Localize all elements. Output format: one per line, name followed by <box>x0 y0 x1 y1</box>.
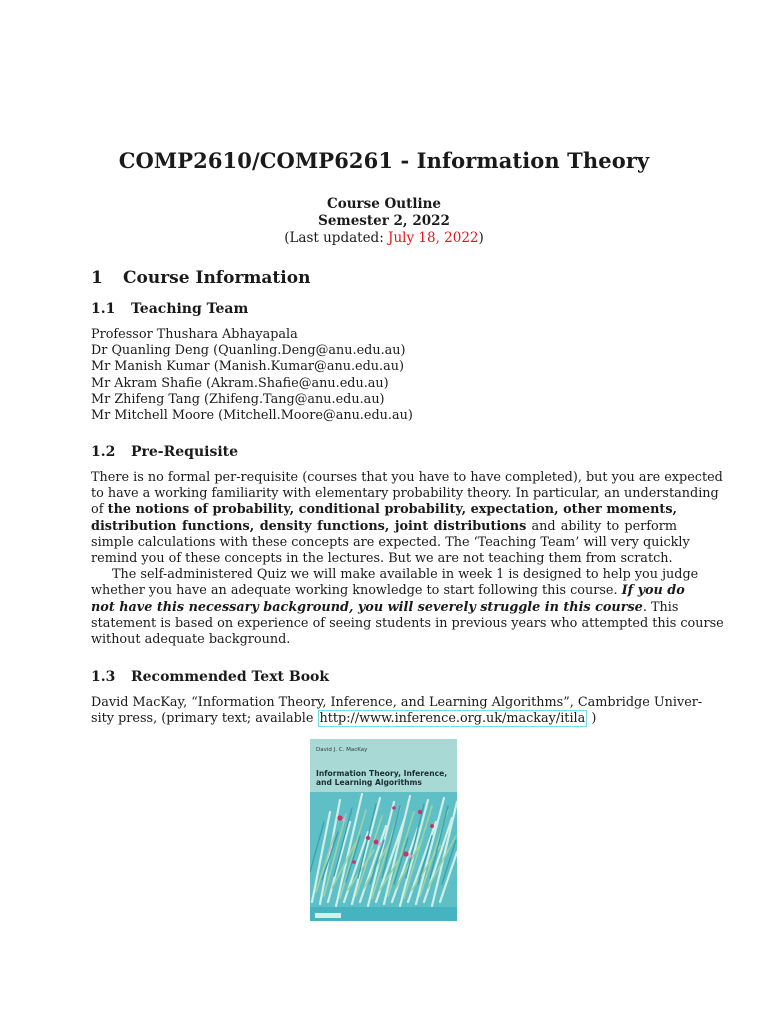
paragraph-line: David MacKay, “Information Theory, Inference, and Learning Algorithms”, Cambridge Univer- <box>91 695 703 710</box>
paragraph-line: to have a working familiarity with elementary probability theory. In particular, an understanding <box>91 486 719 502</box>
itila-link[interactable]: http://www.inference.org.uk/mackay/itila <box>319 711 586 727</box>
bold-text: distribution functions, density functions, joint distributions <box>91 518 527 534</box>
subsection-title: Pre-Requisite <box>131 444 239 460</box>
paragraph-line <box>91 600 677 616</box>
subsection-number: 1.2 <box>91 444 116 460</box>
subsection-title: Teaching Team <box>131 301 249 317</box>
cover-artwork <box>310 792 457 907</box>
team-member: Mr Manish Kumar (Manish.Kumar@anu.edu.au) <box>91 359 404 375</box>
text-run: of <box>91 502 108 518</box>
teaching-team-list <box>91 327 413 424</box>
text-run: ) <box>587 711 597 727</box>
last-updated-date: July 18, 2022 <box>388 230 479 246</box>
paragraph-line: The self-administered Quiz we will make available in week 1 is designed to help you judge <box>112 567 699 583</box>
last-updated-prefix: (Last updated: <box>284 230 389 246</box>
subsection-heading-pre-requisite <box>91 444 238 460</box>
course-outline-label: Course Outline <box>326 196 442 212</box>
page-title: COMP2610/COMP6261 - Information Theory <box>118 148 650 173</box>
paragraph-line: statement is based on experience of seeing students in previous years who attempted this course <box>91 615 724 631</box>
paragraph-line: There is no formal per-requisite (courses that you have to have completed), but you are expected <box>91 470 723 485</box>
team-member: Dr Quanling Deng (Quanling.Deng@anu.edu.au) <box>91 343 406 359</box>
cover-title <box>316 769 454 788</box>
paragraph-line <box>91 502 677 518</box>
emphasis-text: If you do <box>621 583 685 599</box>
last-updated-suffix: ) <box>478 230 484 246</box>
paragraph-line: remind you of these concepts in the lectures. But we are not teaching them from scratch. <box>91 551 673 567</box>
subsection-number: 1.3 <box>91 669 116 685</box>
last-updated <box>0 230 768 246</box>
team-member: Professor Thushara Abhayapala <box>91 327 298 342</box>
paragraph-line: without adequate background. <box>91 632 291 648</box>
team-member: Mr Zhifeng Tang (Zhifeng.Tang@anu.edu.au) <box>91 391 385 407</box>
book-cover-image <box>310 739 457 921</box>
text-run: . This <box>642 599 679 615</box>
subsection-title: Recommended Text Book <box>131 669 330 685</box>
subsection-number: 1.1 <box>91 301 116 317</box>
paragraph-line <box>91 583 685 599</box>
section-heading-course-information <box>91 268 310 288</box>
bold-text: the notions of probability, conditional probability, expectation, other moments, <box>107 502 677 518</box>
text-run: sity press, (primary text; available <box>91 711 318 727</box>
emphasis-text: not have this necessary background, you will severely struggle in this course <box>91 599 643 615</box>
cover-title-line: Information Theory, Inference, <box>316 769 448 778</box>
cover-author: David J. C. MacKay <box>316 747 368 753</box>
text-run: and ability to perform <box>526 518 677 534</box>
text-run: whether you have an adequate working knowledge to start following this course. <box>91 583 622 599</box>
paragraph-line <box>91 519 677 535</box>
semester-label: Semester 2, 2022 <box>318 213 450 229</box>
paragraph-line: simple calculations with these concepts are expected. The ‘Teaching Team’ will very quickly <box>91 534 690 550</box>
team-member: Mr Mitchell Moore (Mitchell.Moore@anu.edu.au) <box>91 408 413 424</box>
prerequisite-paragraph <box>91 470 724 648</box>
textbook-paragraph <box>91 695 703 727</box>
publisher-logo <box>315 913 341 918</box>
team-member: Mr Akram Shafie (Akram.Shafie@anu.edu.au) <box>91 375 389 391</box>
section-number: 1 <box>91 268 103 288</box>
subsection-heading-teaching-team <box>91 301 248 317</box>
section-title: Course Information <box>123 268 311 288</box>
subsection-heading-recommended-text-book <box>91 669 329 685</box>
cover-title-line: and Learning Algorithms <box>316 778 422 788</box>
paragraph-line <box>91 711 677 727</box>
